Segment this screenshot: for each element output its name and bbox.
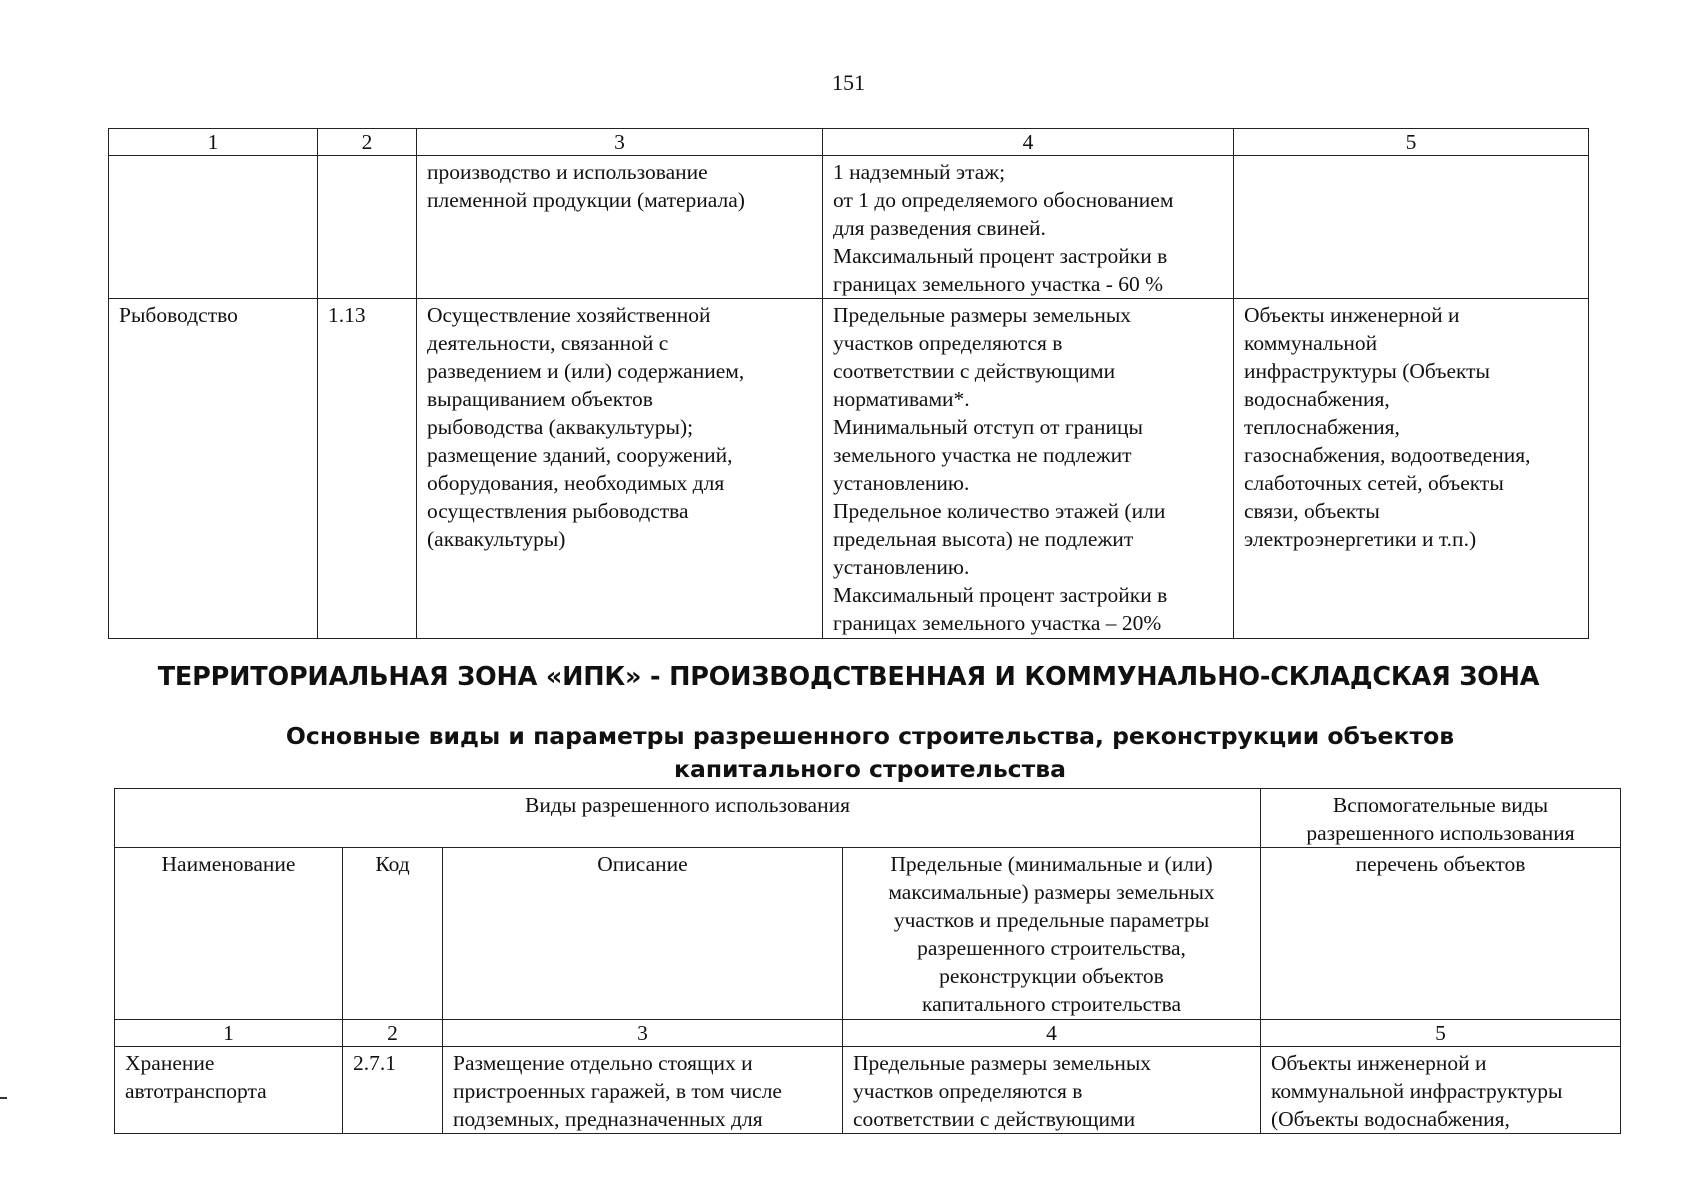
description-cell: Размещение отдельно стоящих и пристроенных гаражей, в том числе подземных, предназначенных для bbox=[443, 1047, 843, 1134]
column-number: 2 bbox=[343, 1020, 443, 1047]
ipk-land-use-table bbox=[114, 788, 1621, 1134]
column-number-row bbox=[115, 1020, 1621, 1047]
section-title: Основные виды и параметры разрешенного строительства, реконструкции объектов капитального строительства bbox=[285, 722, 1455, 783]
margin-mark bbox=[0, 1097, 7, 1099]
land-use-table-continuation bbox=[108, 128, 1589, 639]
main-uses-group-header: Виды разрешенного использования bbox=[115, 789, 1261, 848]
parameters-cell: Предельные размеры земельных участков определяются в соответствии с действующими нормативами*. Минимальный отступ от границы земельного участка не подлежит установлению. Предельное количество этажей (или предельная высота) не подлежит установлению. Максимальный процент застройки в границах земельного участка – 20% bbox=[823, 299, 1234, 639]
auxiliary-uses-cell: Объекты инженерной и коммунальной инфраструктуры (Объекты водоснабжения, теплоснабжения, газоснабжения, водоотведения, слаботочных сетей, объекты связи, объекты электроэнергетики и т.п.) bbox=[1234, 299, 1589, 639]
column-number: 2 bbox=[318, 129, 417, 156]
use-name-cell: Хранение автотранспорта bbox=[115, 1047, 343, 1134]
group-header-row bbox=[115, 789, 1621, 848]
column-header-row bbox=[115, 848, 1621, 1020]
use-code-cell bbox=[318, 156, 417, 299]
column-number-row bbox=[109, 129, 1589, 156]
column-number: 4 bbox=[843, 1020, 1261, 1047]
column-number: 5 bbox=[1234, 129, 1589, 156]
column-number: 4 bbox=[823, 129, 1234, 156]
description-column-header: Описание bbox=[443, 848, 843, 1020]
parameters-column-header: Предельные (минимальные и (или) максимальные) размеры земельных участков и предельные параметры разрешенного строительства, реконструкции объектов капитального строительства bbox=[843, 848, 1261, 1020]
column-number: 3 bbox=[443, 1020, 843, 1047]
auxiliary-uses-cell: Объекты инженерной и коммунальной инфраструктуры (Объекты водоснабжения, bbox=[1261, 1047, 1621, 1134]
description-cell: Осуществление хозяйственной деятельности, связанной с разведением и (или) содержанием, выращиванием объектов рыбоводства (аквакультуры); размещение зданий, сооружений, оборудования, необходимых для осуществления рыбоводства (аквакультуры) bbox=[417, 299, 823, 639]
description-cell: производство и использование племенной продукции (материала) bbox=[417, 156, 823, 299]
zone-title: ТЕРРИТОРИАЛЬНАЯ ЗОНА «ИПК» - ПРОИЗВОДСТВЕННАЯ И КОММУНАЛЬНО-СКЛАДСКАЯ ЗОНА bbox=[157, 662, 1540, 692]
auxiliary-uses-group-header: Вспомогательные виды разрешенного использования bbox=[1261, 789, 1621, 848]
parameters-cell: Предельные размеры земельных участков определяются в соответствии с действующими bbox=[843, 1047, 1261, 1134]
page-number: 151 bbox=[832, 70, 865, 95]
use-code-cell: 2.7.1 bbox=[343, 1047, 443, 1134]
use-code-cell: 1.13 bbox=[318, 299, 417, 639]
column-number: 3 bbox=[417, 129, 823, 156]
name-column-header: Наименование bbox=[115, 848, 343, 1020]
column-number: 1 bbox=[115, 1020, 343, 1047]
use-name-cell: Рыбоводство bbox=[109, 299, 318, 639]
parameters-cell: 1 надземный этаж; от 1 до определяемого обоснованием для разведения свиней. Максимальный процент застройки в границах земельного участка - 60 % bbox=[823, 156, 1234, 299]
code-column-header: Код bbox=[343, 848, 443, 1020]
use-name-cell bbox=[109, 156, 318, 299]
auxiliary-uses-cell bbox=[1234, 156, 1589, 299]
column-number: 5 bbox=[1261, 1020, 1621, 1047]
table-row bbox=[115, 1047, 1621, 1134]
table-row bbox=[109, 156, 1589, 299]
column-number: 1 bbox=[109, 129, 318, 156]
table-row bbox=[109, 299, 1589, 639]
objects-list-column-header: перечень объектов bbox=[1261, 848, 1621, 1020]
